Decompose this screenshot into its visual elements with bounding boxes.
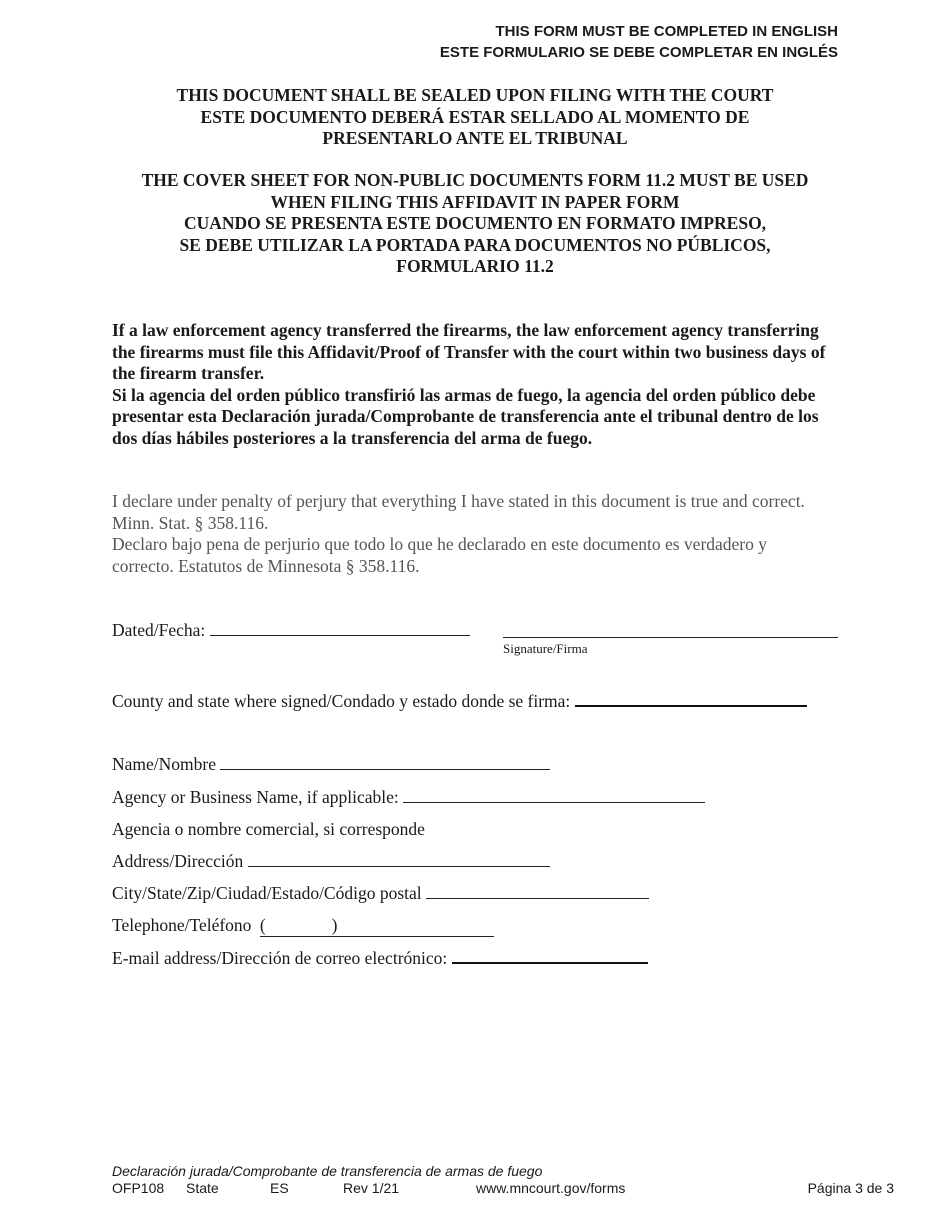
- cover-notice-line: CUANDO SE PRESENTA ESTE DOCUMENTO EN FORMATO IMPRESO,: [183, 213, 767, 233]
- dated-input-line[interactable]: [210, 619, 470, 636]
- footer-revision: Rev 1/21: [343, 1180, 400, 1196]
- footer-title: Declaración jurada/Comprobante de transferencia de armas de fuego: [112, 1163, 543, 1179]
- cover-notice-line: SE DEBE UTILIZAR LA PORTADA PARA DOCUMENTOS NO PÚBLICOS,: [179, 234, 771, 255]
- sealed-notice-line: THIS DOCUMENT SHALL BE SEALED UPON FILING WITH THE COURT: [176, 85, 774, 105]
- agency-input-line[interactable]: [403, 786, 705, 803]
- county-state-field: [112, 689, 807, 712]
- telephone-label: Telephone/Teléfono: [112, 915, 252, 935]
- email-label: E-mail address/Dirección de correo electrónico:: [112, 948, 448, 968]
- language-notice-en: THIS FORM MUST BE COMPLETED IN ENGLISH: [495, 23, 838, 40]
- city-input-line[interactable]: [426, 882, 649, 899]
- signature-input-line[interactable]: [503, 619, 838, 638]
- declaration-english: I declare under penalty of perjury that everything I have stated in this document is true and correct. Minn. Stat. § 358.116.: [112, 491, 805, 533]
- telephone-field: [112, 914, 494, 937]
- email-field: [112, 946, 648, 969]
- footer-language: ES: [270, 1180, 289, 1196]
- footer-state: State: [186, 1180, 219, 1196]
- footer-page-number: Página 3 de 3: [807, 1180, 894, 1196]
- cover-notice-line: WHEN FILING THIS AFFIDAVIT IN PAPER FORM: [270, 191, 680, 212]
- perjury-declaration: [112, 491, 832, 577]
- language-notice-es: ESTE FORMULARIO SE DEBE COMPLETAR EN INGLÉS: [439, 44, 838, 61]
- declaration-spanish: Declaro bajo pena de perjurio que todo lo que he declarado en este documento es verdadero y correcto. Estatutos de Minnesota § 358.116.: [112, 534, 768, 576]
- telephone-input-line[interactable]: [260, 914, 494, 937]
- instructions-spanish: Si la agencia del orden público transfirió las armas de fuego, la agencia del orden público debe presentar esta Declaración jurada/Comprobante de transferencia ante el tribunal dentro de los dos días hábiles posteriores a la transferencia del arma de fuego.: [112, 384, 819, 448]
- cover-notice-line: FORMULARIO 11.2: [396, 256, 554, 276]
- city-field: [112, 882, 649, 904]
- name-input-line[interactable]: [220, 753, 550, 770]
- agency-label: Agency or Business Name, if applicable:: [112, 787, 399, 807]
- email-input-line[interactable]: [452, 946, 648, 964]
- agency-label-es: Agencia o nombre comercial, si corresponde: [112, 819, 425, 839]
- cover-notice-line: THE COVER SHEET FOR NON-PUBLIC DOCUMENTS FORM 11.2 MUST BE USED: [141, 170, 809, 190]
- address-input-line[interactable]: [248, 850, 550, 867]
- cover-sheet-notice: [100, 170, 850, 278]
- dated-label: Dated/Fecha:: [112, 620, 206, 640]
- county-state-input-line[interactable]: [575, 689, 807, 707]
- area-code-open: (: [259, 915, 266, 935]
- footer-url[interactable]: www.mncourt.gov/forms: [476, 1180, 626, 1196]
- address-field: [112, 850, 550, 872]
- instructions-english: If a law enforcement agency transferred the firearms, the law enforcement agency transferring the firearms must file this Affidavit/Proof of Transfer with the court within two business days of the firearm transfer.: [112, 320, 826, 383]
- signature-label: Signature/Firma: [503, 641, 588, 656]
- county-state-label: County and state where signed/Condado y estado donde se firma:: [112, 691, 571, 711]
- agency-field: [112, 786, 705, 808]
- area-code-close: ): [331, 915, 338, 935]
- transfer-instructions: [112, 320, 832, 449]
- dated-field: [112, 619, 470, 641]
- sealed-notice: [100, 85, 850, 150]
- name-label: Name/Nombre: [112, 754, 216, 774]
- address-label: Address/Dirección: [112, 851, 244, 871]
- city-label: City/State/Zip/Ciudad/Estado/Código postal: [112, 883, 422, 903]
- sealed-notice-line: ESTE DOCUMENTO DEBERÁ ESTAR SELLADO AL MOMENTO DE: [200, 106, 750, 127]
- name-field: [112, 753, 550, 775]
- footer-form-id: OFP108: [112, 1180, 165, 1196]
- language-notice: [440, 21, 838, 63]
- sealed-notice-line: PRESENTARLO ANTE EL TRIBUNAL: [322, 128, 628, 148]
